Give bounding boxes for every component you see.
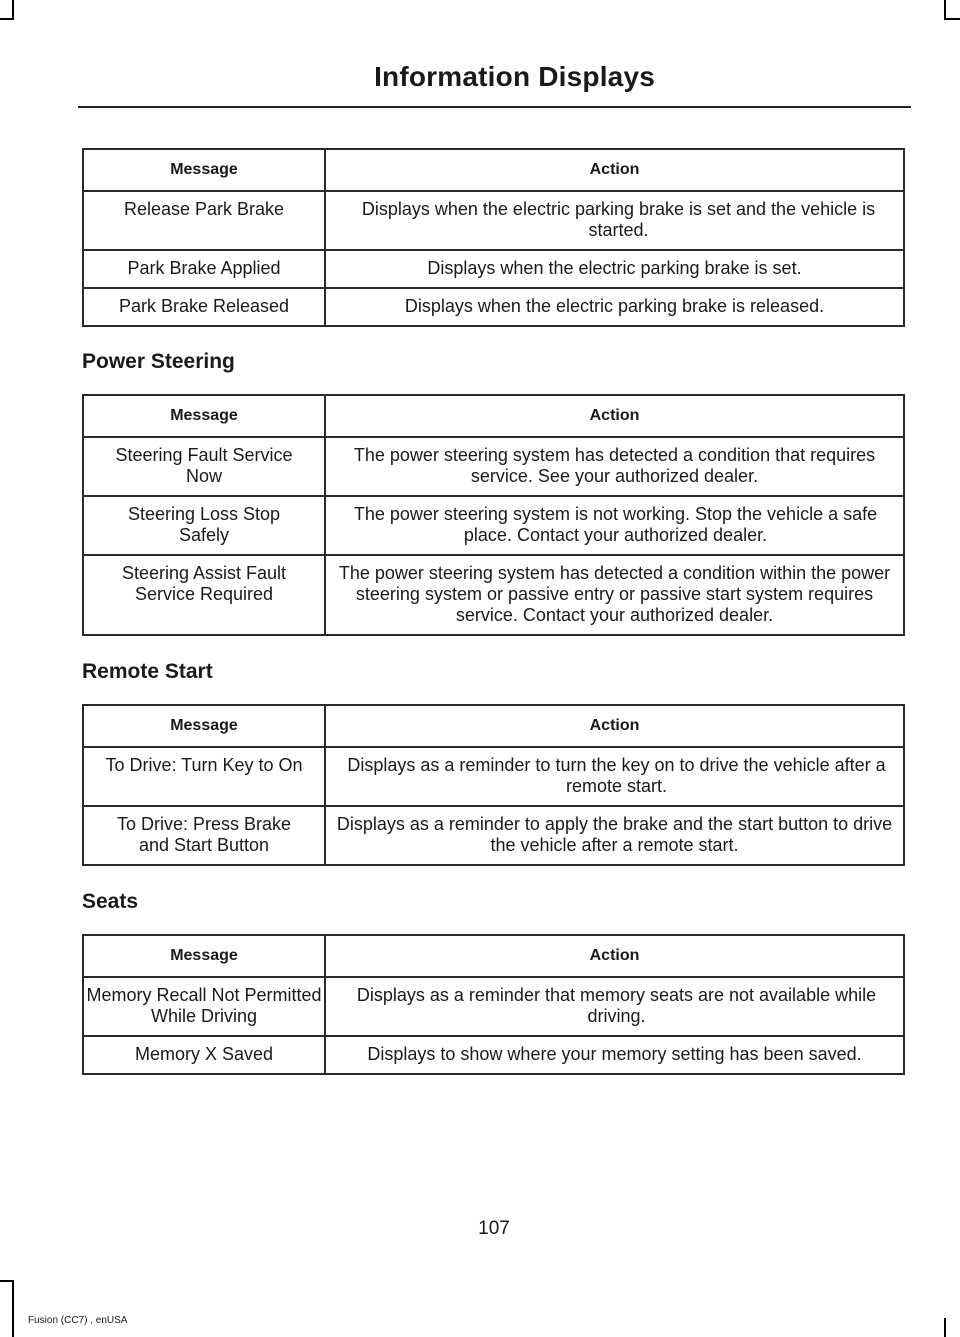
action-cell: Displays to show where your memory setting has been saved. — [325, 1036, 904, 1074]
message-column-header: Message — [83, 935, 325, 977]
action-column-header: Action — [325, 149, 904, 191]
action-cell: Displays as a reminder to turn the key on to drive the vehicle after a remote start. — [325, 747, 904, 806]
remote-start-table — [82, 704, 905, 866]
seats-table — [82, 934, 905, 1075]
action-cell: Displays when the electric parking brake is set. — [325, 250, 904, 288]
crop-mark-bottom-left — [12, 1280, 14, 1337]
table-row — [83, 191, 904, 250]
park-brake-table — [82, 148, 905, 327]
table-row — [83, 977, 904, 1036]
table-row — [83, 1036, 904, 1074]
message-cell: Memory X Saved — [83, 1036, 325, 1074]
message-cell: To Drive: Turn Key to On — [83, 747, 325, 806]
crop-mark-top-right — [944, 0, 946, 20]
message-cell: Park Brake Released — [83, 288, 325, 326]
table-header-row — [83, 935, 904, 977]
action-column-header: Action — [325, 705, 904, 747]
action-cell: The power steering system has detected a condition that requires service. See your authorized dealer. — [325, 437, 904, 496]
page-header — [78, 58, 911, 108]
document-id: Fusion (CC7) , enUSA — [28, 1315, 128, 1326]
page-number: 107 — [478, 1218, 510, 1239]
message-column-header: Message — [83, 149, 325, 191]
crop-mark-bottom-right — [944, 1318, 946, 1337]
table-row — [83, 747, 904, 806]
table-row — [83, 288, 904, 326]
seats-heading: Seats — [82, 890, 139, 913]
message-cell: Release Park Brake — [83, 191, 325, 250]
message-cell: Steering Loss Stop Safely — [83, 496, 325, 555]
crop-mark-bottom-left-h — [0, 1280, 14, 1282]
table-header-row — [83, 705, 904, 747]
crop-mark-top-right-h — [944, 18, 960, 20]
crop-mark-top-left — [12, 0, 14, 20]
action-cell: Displays as a reminder to apply the brake and the start button to drive the vehicle after a remote start. — [325, 806, 904, 865]
action-cell: The power steering system has detected a condition within the power steering system or passive entry or passive start system requires service. Contact your authorized dealer. — [325, 555, 904, 635]
message-column-header: Message — [83, 395, 325, 437]
power-steering-table — [82, 394, 905, 636]
action-cell: Displays as a reminder that memory seats are not available while driving. — [325, 977, 904, 1036]
table-header-row — [83, 395, 904, 437]
action-cell: The power steering system is not working. Stop the vehicle a safe place. Contact your authorized dealer. — [325, 496, 904, 555]
action-cell: Displays when the electric parking brake is set and the vehicle is started. — [325, 191, 904, 250]
action-column-header: Action — [325, 935, 904, 977]
action-column-header: Action — [325, 395, 904, 437]
action-cell: Displays when the electric parking brake is released. — [325, 288, 904, 326]
table-row — [83, 806, 904, 865]
message-cell: Memory Recall Not Permitted While Driving — [83, 977, 325, 1036]
table-row — [83, 437, 904, 496]
table-header-row — [83, 149, 904, 191]
remote-start-heading: Remote Start — [82, 660, 213, 683]
crop-mark-top-left-h — [0, 18, 14, 20]
page-title: Information Displays — [374, 61, 655, 92]
message-cell: Park Brake Applied — [83, 250, 325, 288]
table-row — [83, 250, 904, 288]
message-cell: Steering Fault Service Now — [83, 437, 325, 496]
message-cell: Steering Assist Fault Service Required — [83, 555, 325, 635]
table-row — [83, 496, 904, 555]
power-steering-heading: Power Steering — [82, 350, 235, 373]
message-column-header: Message — [83, 705, 325, 747]
table-row — [83, 555, 904, 635]
message-cell: To Drive: Press Brake and Start Button — [83, 806, 325, 865]
